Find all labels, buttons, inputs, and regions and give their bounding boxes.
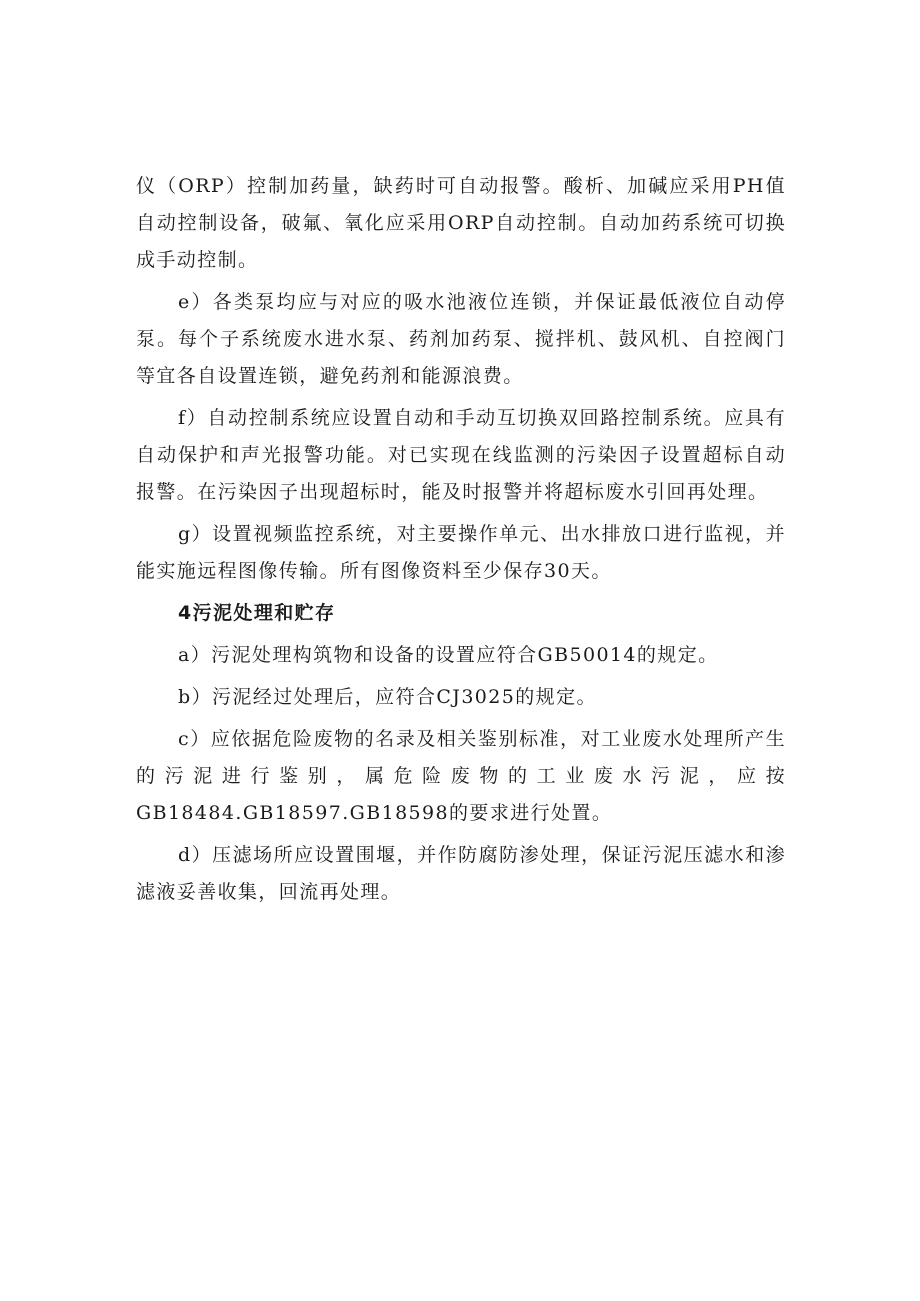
paragraph-a-sludge-facilities: a）污泥处理构筑物和设备的设置应符合GB50014的规定。 xyxy=(178,644,719,666)
paragraph-b-sludge-standard: b）污泥经过处理后，应符合CJ3025的规定。 xyxy=(178,686,597,708)
paragraph-g-video-monitoring: g）设置视频监控系统，对主要操作单元、出水排放口进行监视，并能实施远程图像传输。所有图像资料至少保存30天。 xyxy=(136,523,786,582)
paragraph-f-auto-control: f）自动控制系统应设置自动和手动互切换双回路控制系统。应具有自动保护和声光报警功能。对已实现在线监测的污染因子设置超标自动报警。在污染因子出现超标时，能及时报警并将超标废水引回再处理。 xyxy=(136,407,786,503)
paragraph-d-filter-press: d）压滤场所应设置围堰，并作防腐防渗处理，保证污泥压滤水和渗滤液妥善收集，回流再处理。 xyxy=(136,844,786,903)
section-heading-sludge: 4污泥处理和贮存 xyxy=(178,602,336,624)
paragraph-e-pump-interlock: e）各类泵均应与对应的吸水池液位连锁，并保证最低液位自动停泵。每个子系统废水进水泵、药剂加药泵、搅拌机、鼓风机、自控阀门等宜各自设置连锁，避免药剂和能源浪费。 xyxy=(136,291,786,387)
document-body xyxy=(136,168,786,916)
paragraph-orp-control: 仪（ORP）控制加药量，缺药时可自动报警。酸析、加碱应采用PH值自动控制设备，破氟、氧化应采用ORP自动控制。自动加药系统可切换成手动控制。 xyxy=(136,175,786,271)
paragraph-c-hazardous-waste: c）应依据危险废物的名录及相关鉴别标准，对工业废水处理所产生的污泥进行鉴别，属危险废物的工业废水污泥，应按GB18484.GB18597.GB18598的要求进行处置。 xyxy=(136,728,786,824)
